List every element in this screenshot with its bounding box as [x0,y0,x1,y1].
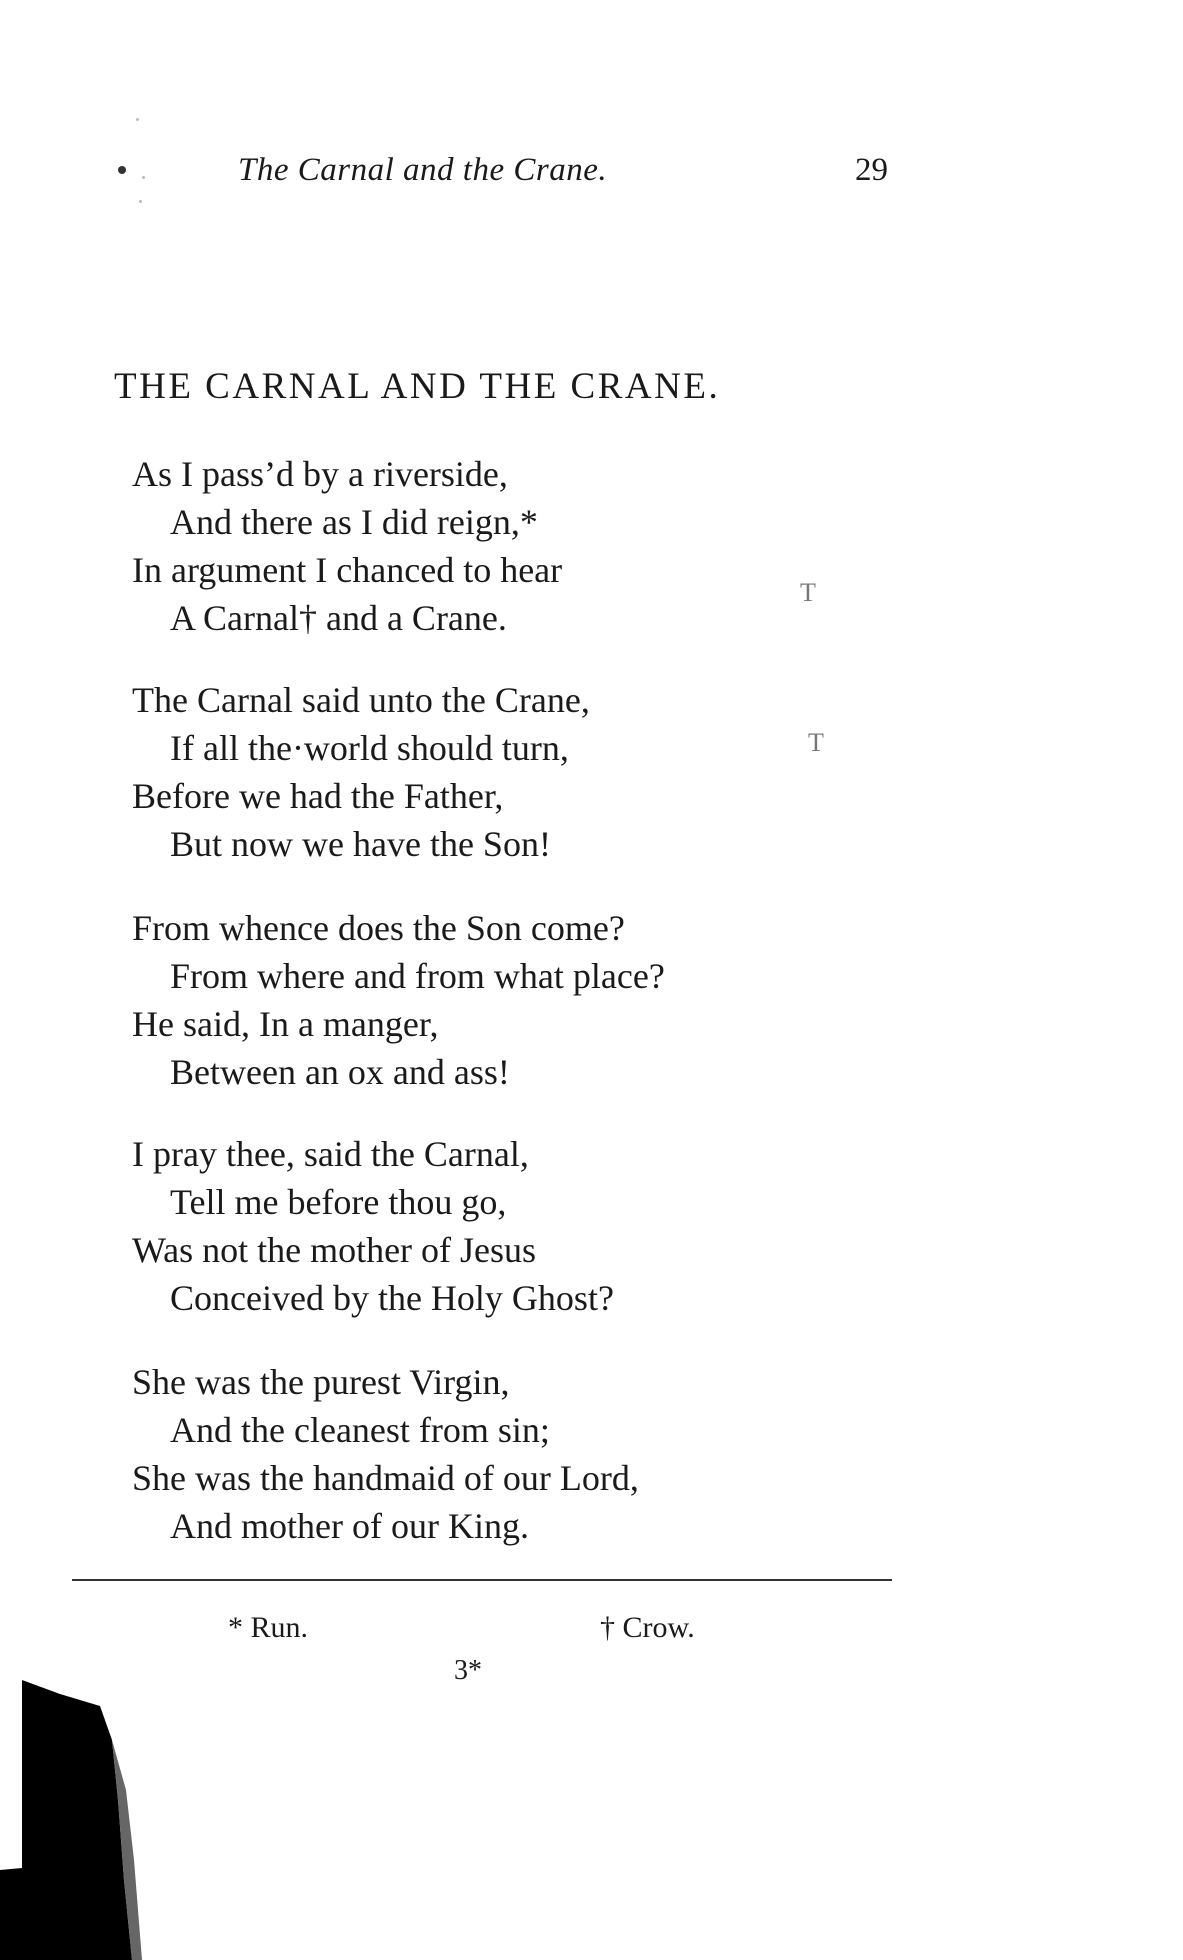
stanza-1 [132,450,892,642]
running-head [0,152,1183,196]
stanza-4 [132,1130,892,1322]
verse-line: And the cleanest from sin; [170,1410,550,1450]
verse-line: Conceived by the Holy Ghost? [170,1278,614,1318]
verse-line: And there as I did reign,* [170,502,538,542]
verse-line: The Carnal said unto the Crane, [132,680,590,720]
footnote-crow: † Crow. [600,1611,695,1644]
show-through-mark: T [800,578,816,607]
verse-line: A Carnal† and a Crane. [170,598,507,638]
verse-line: He said, In a manger, [132,1004,439,1044]
verse-line: From where and from what place? [170,956,665,996]
verse-line: If all the·world should turn, [170,728,569,768]
verse-line: And mother of our King. [170,1506,529,1546]
footnote-rule [72,1579,892,1581]
verse-line: She was the purest Virgin, [132,1362,510,1402]
paper-speckle [136,118,139,121]
stanza-5 [132,1358,892,1550]
verse-line: In argument I chanced to hear [132,550,563,590]
running-title: The Carnal and the Crane. [238,152,608,188]
verse-line: From whence does the Son come? [132,908,625,948]
stanza-3 [132,904,892,1096]
verse-line: Tell me before thou go, [170,1182,507,1222]
footnote-run: * Run. [228,1611,309,1644]
binding-shadow [0,1680,150,1960]
verse-line: But now we have the Son! [170,824,551,864]
verse-line: Between an ox and ass! [170,1052,510,1092]
verse-line: Before we had the Father, [132,776,504,816]
show-through-mark: T [808,728,824,757]
verse-line: I pray thee, said the Carnal, [132,1134,529,1174]
signature-mark: 3* [454,1655,482,1686]
verse-line: She was the handmaid of our Lord, [132,1458,639,1498]
paper-speckle [139,200,142,203]
verse-line: As I pass’d by a riverside, [132,454,508,494]
page-number: 29 [855,152,888,188]
stanza-2 [132,676,892,868]
poem-title: THE CARNAL AND THE CRANE. [114,366,721,407]
verse-line: Was not the mother of Jesus [132,1230,537,1270]
